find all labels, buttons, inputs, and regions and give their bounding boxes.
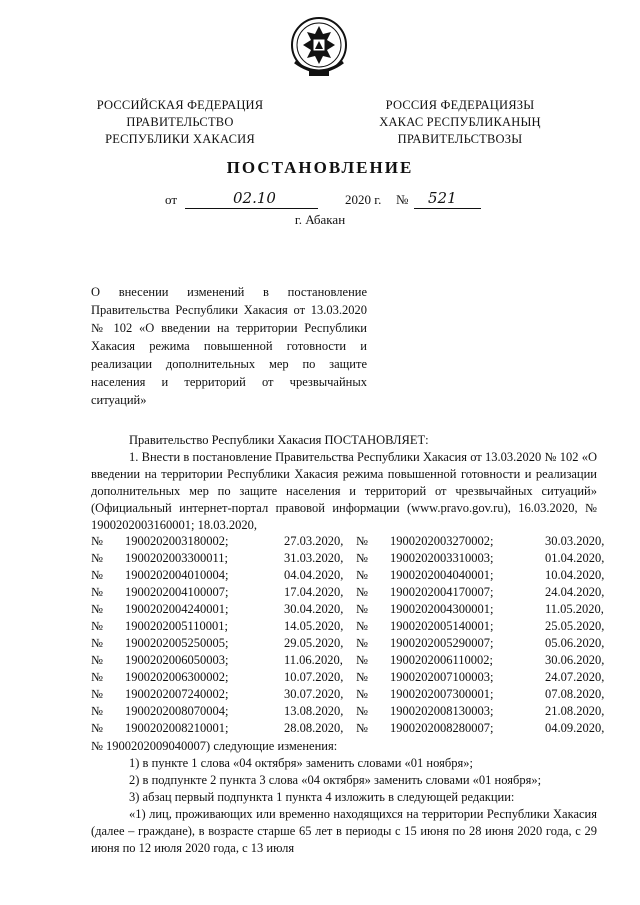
header-right-line-2: ХАКАС РЕСПУБЛИКАНЫҢ	[379, 115, 541, 129]
registry-row	[91, 602, 604, 619]
registry-cell: 1900202006300002;	[125, 670, 229, 684]
registry-cell: 1900202007100003;	[390, 670, 494, 684]
header-right-line-1: РОССИЯ ФЕДЕРАЦИЯЗЫ	[385, 98, 535, 112]
registry-cell: 21.08.2020,	[545, 704, 605, 718]
header-right	[360, 97, 560, 148]
registry-cell: №	[356, 721, 368, 735]
registry-cell: 01.04.2020,	[545, 551, 605, 565]
registry-cell: 07.08.2020,	[545, 687, 605, 701]
registry-cell: 1900202008130003;	[390, 704, 494, 718]
registry-row	[91, 585, 605, 602]
registry-cell: №	[91, 619, 103, 633]
registry-cell: №	[356, 585, 368, 599]
number-label: №	[396, 192, 409, 207]
registry-cell: 1900202003310003;	[390, 551, 494, 565]
date-underline	[185, 208, 318, 209]
date-line	[165, 189, 485, 212]
registry-cell: 1900202005290007;	[390, 636, 494, 650]
registry-cell: №	[356, 670, 368, 684]
registry-cell: 10.07.2020,	[284, 670, 344, 684]
quote-paragraph: «1) лиц, проживающих или временно находящихся на территории Республики Хакасия (далее – граждане), в возрасте старше 65 лет в периоды с 15 июня по 28 июня 2020 года, с 29 июня по 12 июля 2020 года, с 13 июля	[91, 807, 597, 855]
registry-cell: №	[356, 636, 368, 650]
registry-cell: 17.04.2020,	[284, 585, 344, 599]
header-left-line-1: РОССИЙСКАЯ ФЕДЕРАЦИЯ	[96, 98, 264, 112]
registry-cell: №	[356, 619, 368, 633]
registry-cell: №	[91, 687, 103, 701]
registry-cell: 1900202005110001;	[125, 619, 229, 633]
header-left	[80, 97, 280, 148]
registry-row	[91, 653, 605, 670]
registry-cell: 1900202004240001;	[125, 602, 229, 616]
number-underline	[414, 208, 481, 209]
registry-cell: 1900202006050003;	[125, 653, 229, 667]
registry-cell: №	[91, 568, 103, 582]
registry-cell: 14.05.2020,	[284, 619, 344, 633]
registry-cell: №	[91, 721, 103, 735]
registry-cell: 1900202004170007;	[390, 585, 494, 599]
registry-cell: 11.06.2020,	[284, 653, 343, 667]
registry-cell: 29.05.2020,	[284, 636, 344, 650]
changes-block	[91, 738, 597, 857]
registry-cell: 04.04.2020,	[284, 568, 344, 582]
header-left-line-2: ПРАВИТЕЛЬСТВО	[126, 115, 234, 129]
change-item-1: 1) в пункте 1 слова «04 октября» заменить словами «01 ноября»;	[129, 756, 473, 770]
registry-row	[91, 636, 605, 653]
registry-cell: 1900202008070004;	[125, 704, 229, 718]
registry-cell: №	[91, 704, 103, 718]
coat-of-arms-icon	[285, 14, 353, 80]
registry-cell: 28.08.2020,	[284, 721, 344, 735]
registry-list	[91, 534, 605, 738]
registry-cell: №	[356, 704, 368, 718]
registry-cell: 31.03.2020,	[284, 551, 344, 565]
registry-cell: 24.04.2020,	[545, 585, 605, 599]
registry-cell: №	[356, 568, 368, 582]
registry-cell: 11.05.2020,	[545, 602, 604, 616]
registry-cell: 1900202004300001;	[390, 602, 494, 616]
intro-line: Правительство Республики Хакасия ПОСТАНОВЛЯЕТ:	[129, 433, 429, 447]
registry-cell: 30.04.2020,	[284, 602, 344, 616]
registry-cell: №	[91, 551, 103, 565]
registry-cell: 1900202005250005;	[125, 636, 229, 650]
year-label: 2020 г.	[345, 192, 382, 207]
registry-cell: 1900202008210001;	[125, 721, 229, 735]
change-item-2: 2) в подпункте 2 пункта 3 слова «04 октября» заменить словами «01 ноября»;	[129, 773, 542, 787]
registry-cell: 1900202004100007;	[125, 585, 229, 599]
registry-end: № 1900202009040007) следующие изменения:	[91, 739, 338, 753]
registry-row	[91, 568, 605, 585]
registry-row	[91, 721, 605, 738]
registry-cell: 05.06.2020,	[545, 636, 605, 650]
registry-cell: №	[91, 636, 103, 650]
registry-cell: 27.03.2020,	[284, 534, 344, 548]
registry-cell: 30.06.2020,	[545, 653, 605, 667]
document-title: ПОСТАНОВЛЕНИЕ	[226, 158, 414, 177]
from-label: от	[165, 192, 178, 207]
handwritten-date: 02.10	[233, 189, 276, 207]
registry-cell: 13.08.2020,	[284, 704, 344, 718]
document-subject: О внесении изменений в постановление Правительства Республики Хакасия от 13.03.2020 № 102 «О введении на территории Республики Хакасия режима повышенной готовности и реализации дополнительных мер по защите населения и территорий от чрезвычайных ситуаций»	[91, 285, 367, 407]
registry-row	[91, 619, 605, 636]
registry-cell: 1900202003180002;	[125, 534, 229, 548]
header-left-line-3: РЕСПУБЛИКИ ХАКАСИЯ	[105, 132, 255, 146]
registry-cell: №	[91, 585, 103, 599]
registry-cell: №	[356, 551, 368, 565]
registry-row	[91, 687, 605, 704]
city: г. Абакан	[294, 212, 346, 227]
registry-cell: 30.07.2020,	[284, 687, 344, 701]
registry-cell: 1900202008280007;	[390, 721, 494, 735]
registry-cell: 25.05.2020,	[545, 619, 605, 633]
registry-cell: 1900202003270002;	[390, 534, 494, 548]
registry-cell: 1900202004040001;	[390, 568, 494, 582]
registry-row	[91, 704, 605, 721]
registry-cell: №	[356, 653, 368, 667]
registry-cell: 10.04.2020,	[545, 568, 605, 582]
registry-cell: №	[91, 602, 103, 616]
coat-of-arms-emblem	[285, 14, 353, 80]
registry-cell: №	[91, 534, 103, 548]
registry-cell: №	[91, 653, 103, 667]
registry-cell: 04.09.2020,	[545, 721, 605, 735]
change-item-3: 3) абзац первый подпункта 1 пункта 4 изложить в следующей редакции:	[129, 790, 515, 804]
registry-cell: 1900202006110002;	[390, 653, 494, 667]
registry-cell: №	[356, 534, 368, 548]
registry-cell: 1900202004010004;	[125, 568, 229, 582]
registry-cell: 1900202007240002;	[125, 687, 229, 701]
registry-cell: 30.03.2020,	[545, 534, 605, 548]
registry-row	[91, 670, 605, 687]
paragraph-1: 1. Внести в постановление Правительства Республики Хакасия от 13.03.2020 № 102 «О введении на территории Республики Хакасия режима повышенной готовности и реализации дополнительных мер по защите населения и территорий от чрезвычайных ситуаций» (Официальный интернет-портал правовой информации (www.pravo.gov.ru), 16.03.2020, № 1900202003160001; 18.03.2020,	[91, 450, 597, 532]
registry-cell: 24.07.2020,	[545, 670, 605, 684]
registry-row	[91, 551, 605, 568]
header-right-line-3: ПРАВИТЕЛЬСТВОЗЫ	[397, 132, 523, 146]
registry-cell: №	[91, 670, 103, 684]
registry-cell: 1900202003300011;	[125, 551, 229, 565]
registry-cell: 1900202007300001;	[390, 687, 494, 701]
registry-cell: №	[356, 602, 368, 616]
registry-row	[91, 534, 605, 551]
handwritten-number: 521	[428, 189, 457, 207]
registry-cell: №	[356, 687, 368, 701]
registry-cell: 1900202005140001;	[390, 619, 494, 633]
